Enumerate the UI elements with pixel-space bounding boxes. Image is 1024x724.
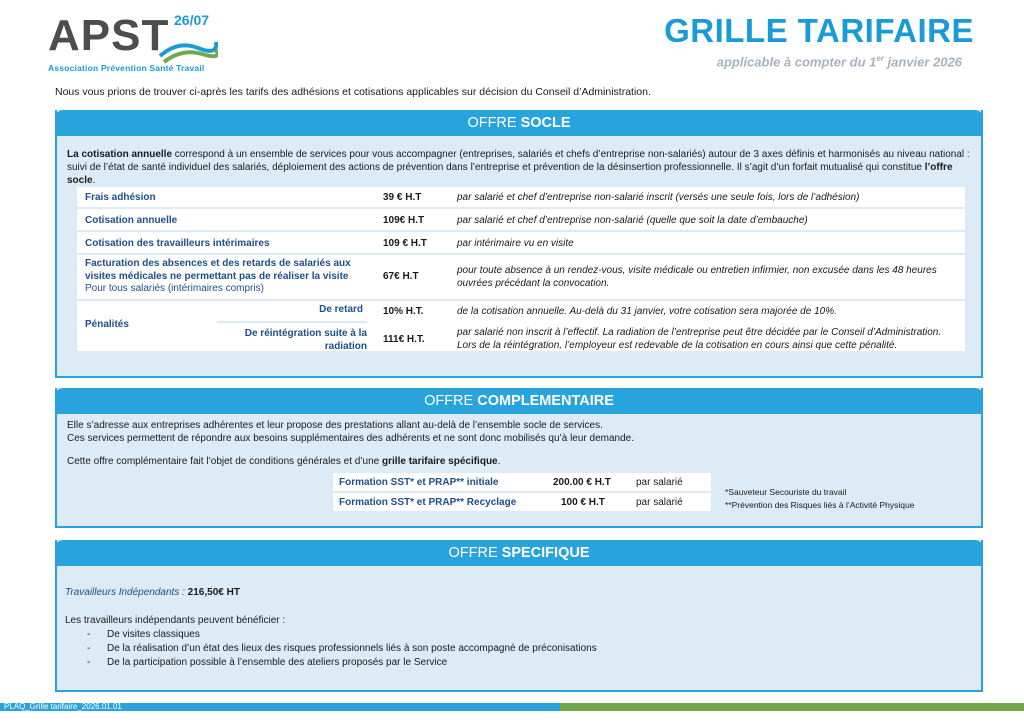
offre-complementaire-header: OFFRE COMPLEMENTAIRE <box>55 388 983 414</box>
row-unit: par salarié <box>636 477 683 488</box>
row-price: 200.00 € H.T <box>553 477 611 488</box>
offre-socle-header: OFFRE SOCLE <box>55 110 983 136</box>
compl-line-1: Elle s’adresse aux entreprises adhérentes et leur propose des prestations allant au-delà de l’ensemble socle de services. <box>67 420 603 431</box>
table-row <box>77 232 965 255</box>
row-label: Formation SST* et PRAP** initiale <box>339 477 499 488</box>
table-row <box>77 187 965 209</box>
logo-wave-icon <box>158 34 218 64</box>
penalite-retard-label: De retard <box>319 304 363 315</box>
note-prap: **Prévention des Risques liés à l’Activité Physique <box>725 500 915 510</box>
list-item: - De la réalisation d’un état des lieux des risques professionnels liés à son poste accompagné de préconisations <box>87 642 597 656</box>
compl-line-3: Cette offre complémentaire fait l’objet de conditions générales et d’une grille tarifaire spécifique. <box>67 456 501 467</box>
page-subtitle: applicable à compter du 1er janvier 2026 <box>716 54 962 70</box>
note-sst: *Sauveteur Secouriste du travail <box>725 487 847 497</box>
table-row <box>333 473 711 493</box>
socle-table <box>77 187 965 353</box>
row-desc: par salarié et chef d’entreprise non-salarié inscrit (versés une seule fois, lors de l’adhésion) <box>457 192 860 203</box>
penalite-reintegration-desc: par salarié non inscrit à l’effectif. La radiation de l’entreprise peut être décidée par le Conseil d’Administration. Lors de la réintégration, l’employeur est redevable de la cotisation en cours ainsi que cette pénalité. <box>457 327 942 351</box>
intro-text: Nous vous prions de trouver ci-après les tarifs des adhésions et cotisations applicables sur décision du Conseil d’Administration. <box>55 86 651 98</box>
logo-text: APST <box>48 11 170 60</box>
logo-subtitle: Association Prévention Santé Travail <box>48 63 205 73</box>
row-price: 109€ H.T <box>383 215 425 226</box>
row-price: 39 € H.T <box>383 192 422 203</box>
page-title: GRILLE TARIFAIRE <box>664 12 974 49</box>
offre-complementaire-panel <box>55 388 983 528</box>
logo-date: 26/07 <box>174 12 210 28</box>
penalite-reintegration-price: 111€ H.T. <box>383 334 425 345</box>
row-label: Cotisation des travailleurs intérimaires <box>85 238 270 249</box>
spec-body <box>65 614 597 670</box>
row-desc: par intérimaire vu en visite <box>457 238 574 249</box>
row-price: 100 € H.T <box>561 497 605 508</box>
row-desc: pour toute absence à un rendez-vous, visite médicale ou entretien infirmier, non excusée dans les 48 heures ouvrées précédant la convocation. <box>457 265 937 289</box>
row-unit: par salarié <box>636 497 683 508</box>
offre-socle-panel <box>55 110 983 378</box>
table-row-penalites <box>77 301 965 353</box>
apst-logo <box>48 12 228 74</box>
row-label: Facturation des absences et des retards de salariés aux visites médicales ne permettant pas de réaliser la visite Pour tous salariés (intérimaires compris) <box>85 258 351 294</box>
spec-price-line: Travailleurs Indépendants : 216,50€ HT <box>65 587 240 598</box>
row-label: Frais adhésion <box>85 192 156 203</box>
row-price: 67€ H.T <box>383 271 419 282</box>
table-row <box>333 493 711 513</box>
list-item: - De visites classiques <box>87 628 597 642</box>
offre-specifique-panel <box>55 540 983 692</box>
compl-notes <box>725 486 914 512</box>
compl-line-2: Ces services permettent de répondre aux besoins supplémentaires des adhérents et ne sont donc mobilisés qu’à leur demande. <box>67 433 634 444</box>
list-item: - De la participation possible à l’ensemble des ateliers proposés par le Service <box>87 656 597 670</box>
offre-specifique-header: OFFRE SPECIFIQUE <box>55 540 983 566</box>
footer-bar-green <box>560 703 1024 711</box>
spec-list <box>87 628 597 670</box>
penalite-reintegration-label: De réintégration suite à la radiation <box>244 328 367 352</box>
footer-reference: PLAQ_Grille tarifaire_2026.01.01 <box>4 702 122 711</box>
table-row <box>77 209 965 232</box>
socle-description: La cotisation annuelle correspond à un ensemble de services pour vous accompagner (entreprises, salariés et chefs d’entreprise non-salariés) autour de 3 axes définis et harmonisés au niveau national : suivi de l’état de santé individuel des salariés, déploiement des actions de prévention dans l’entreprise et prévention de la désinsertion professionnelle. Il s’agit d’un forfait mutualisé qui constitue l’offre socle. <box>67 149 970 186</box>
row-desc: par salarié et chef d’entreprise non-salarié (quelle que soit la date d’embauche) <box>457 215 808 226</box>
table-row <box>77 255 965 301</box>
row-label: Formation SST* et PRAP** Recyclage <box>339 497 517 508</box>
row-price: 109 € H.T <box>383 238 427 249</box>
row-label: Pénalités <box>85 319 129 330</box>
penalite-retard-desc: de la cotisation annuelle. Au-delà du 31 janvier, votre cotisation sera majorée de 10%. <box>457 306 837 317</box>
spec-intro: Les travailleurs indépendants peuvent bénéficier : <box>65 615 286 626</box>
compl-table <box>333 473 711 513</box>
penalite-retard-price: 10% H.T. <box>383 306 424 317</box>
row-label: Cotisation annuelle <box>85 215 178 226</box>
